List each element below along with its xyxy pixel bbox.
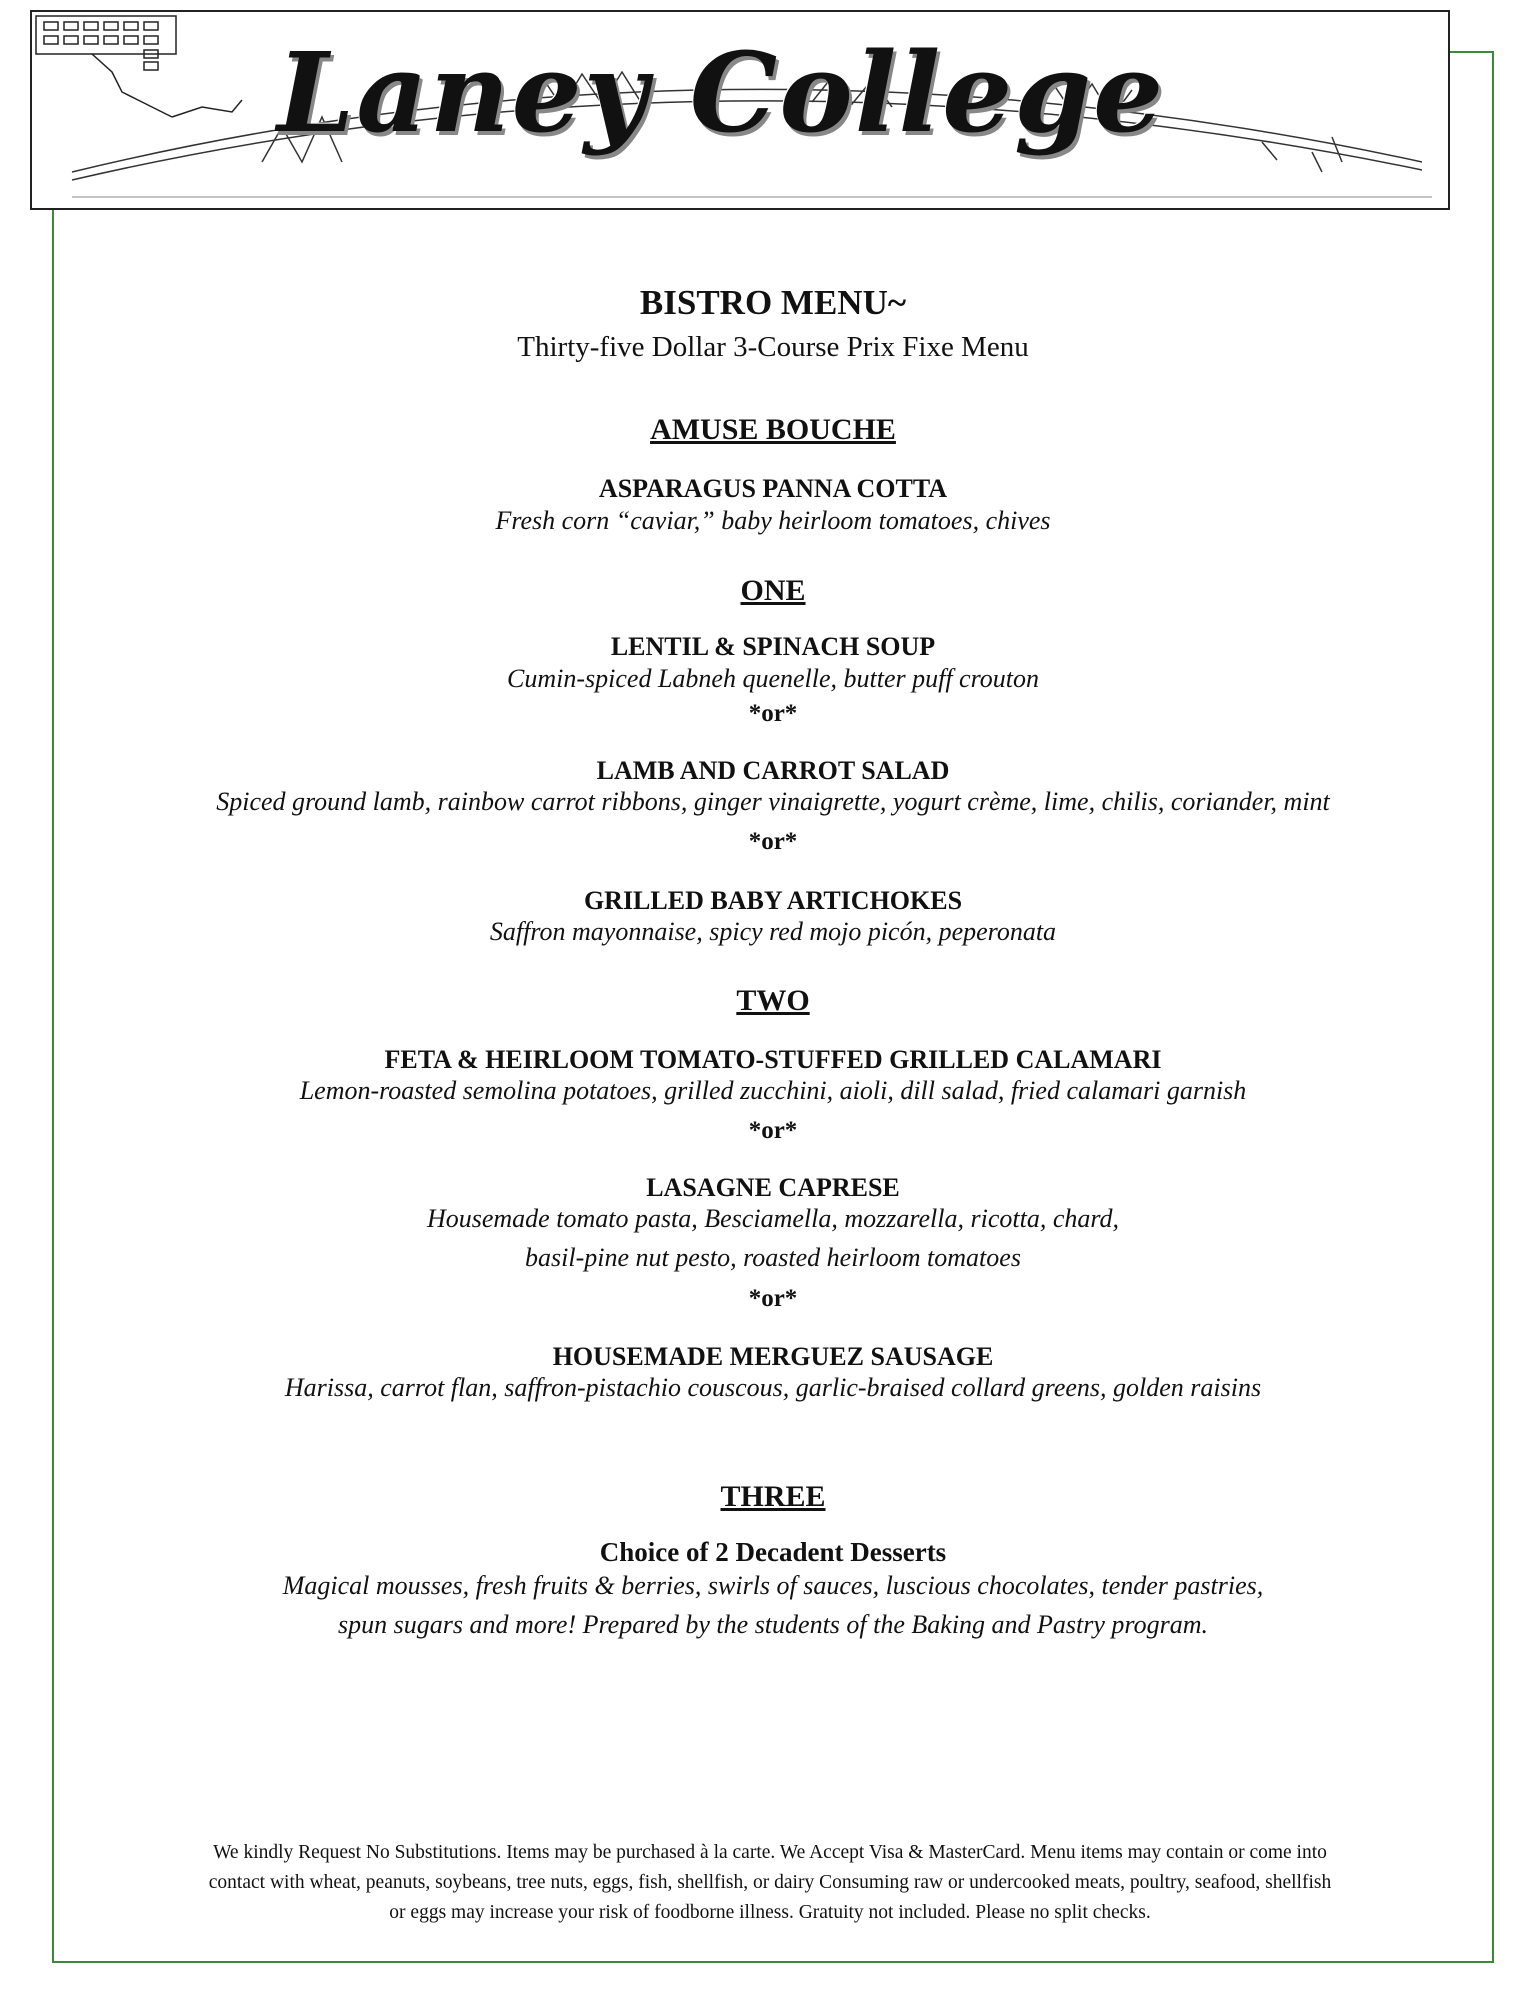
dish-description: Cumin-spiced Labneh quenelle, butter puff crouton [507, 664, 1039, 693]
footer-line: or eggs may increase your risk of foodborne illness. Gratuity not included. Please no split checks. [389, 1902, 1151, 1923]
dish-description: Lemon-roasted semolina potatoes, grilled zucchini, aioli, dill salad, fried calamari garnish [299, 1076, 1247, 1105]
dish-description: Harissa, carrot flan, saffron-pistachio couscous, garlic-braised collard greens, golden raisins [284, 1373, 1262, 1402]
section-one: ONE [740, 574, 806, 607]
dish-description: Housemade tomato pasta, Besciamella, mozzarella, ricotta, chard, [426, 1204, 1120, 1233]
section-two: TWO [736, 984, 810, 1017]
dish-name: LAMB AND CARROT SALAD [596, 756, 950, 785]
dish-name: ASPARAGUS PANNA COTTA [598, 474, 948, 503]
dish-name: GRILLED BABY ARTICHOKES [583, 886, 963, 915]
section-amuse-bouche: AMUSE BOUCHE [650, 413, 896, 446]
footer-line: contact with wheat, peanuts, soybeans, tree nuts, eggs, fish, shellfish, or dairy Consuming raw or undercooked meats, poultry, seafood, shellfish [208, 1872, 1332, 1893]
or-separator: *or* [748, 700, 798, 727]
menu-title: BISTRO MENU~ [639, 283, 907, 322]
section-three: THREE [720, 1480, 826, 1513]
dish-name: LENTIL & SPINACH SOUP [610, 632, 936, 661]
footer-line: We kindly Request No Substitutions. Items may be purchased à la carte. We Accept Visa & MasterCard. Menu items may contain or come into [213, 1842, 1327, 1863]
dish-description: spun sugars and more! Prepared by the students of the Baking and Pastry program. [338, 1610, 1208, 1639]
laney-college-logo: Laney College [277, 28, 1166, 157]
menu-subtitle: Thirty-five Dollar 3-Course Prix Fixe Menu [517, 331, 1029, 363]
or-separator: *or* [748, 1117, 798, 1144]
or-separator: *or* [748, 828, 798, 855]
dish-name: HOUSEMADE MERGUEZ SAUSAGE [552, 1342, 994, 1371]
dish-name: Choice of 2 Decadent Desserts [599, 1537, 947, 1567]
dish-description: basil-pine nut pesto, roasted heirloom tomatoes [525, 1243, 1021, 1272]
dish-name: LASAGNE CAPRESE [646, 1173, 900, 1202]
dish-description: Spiced ground lamb, rainbow carrot ribbons, ginger vinaigrette, yogurt crème, lime, chilis, coriander, mint [216, 787, 1330, 816]
header-banner [30, 10, 1450, 210]
dish-description: Fresh corn “caviar,” baby heirloom tomatoes, chives [495, 506, 1051, 535]
or-separator: *or* [748, 1285, 798, 1312]
dish-description: Saffron mayonnaise, spicy red mojo picón, peperonata [489, 917, 1057, 946]
dish-name: FETA & HEIRLOOM TOMATO-STUFFED GRILLED CALAMARI [384, 1045, 1162, 1074]
dish-description: Magical mousses, fresh fruits & berries, swirls of sauces, luscious chocolates, tender pastries, [282, 1571, 1264, 1600]
footer-disclaimer [100, 1838, 1440, 1928]
building-icon [36, 16, 242, 117]
